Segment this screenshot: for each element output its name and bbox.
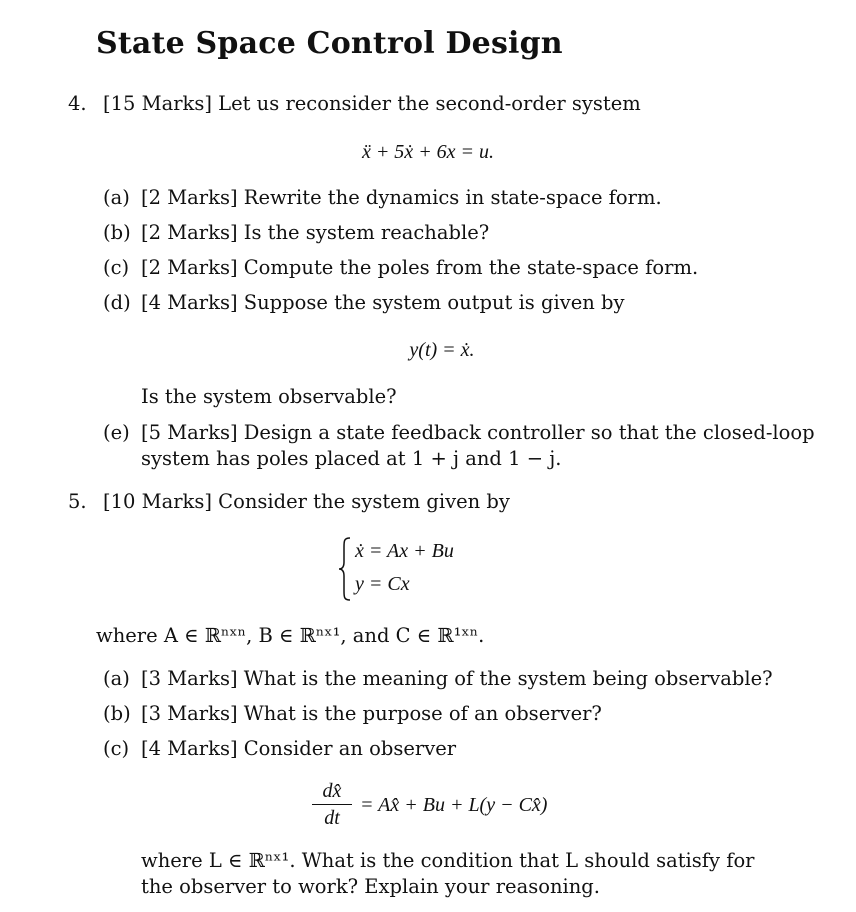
q4-part-a-label: (a)	[103, 186, 130, 209]
q4-part-e-line2: system has poles placed at 1 + j and 1 − j.	[141, 447, 562, 470]
q5-system-line1: ẋ = Ax + Bu	[355, 540, 454, 562]
question-4-equation: ẍ + 5ẋ + 6x = u.	[361, 141, 495, 163]
question-5-number: 5.	[68, 490, 87, 513]
q4-part-b-label: (b)	[103, 221, 131, 244]
q4-part-e-line1: [5 Marks] Design a state feedback controller so that the closed-loop	[141, 421, 815, 444]
observer-fraction	[312, 780, 352, 830]
question-4-intro: [15 Marks] Let us reconsider the second-order system	[103, 92, 641, 115]
q4-part-a-text: [2 Marks] Rewrite the dynamics in state-space form.	[141, 186, 662, 209]
q4-part-e-label: (e)	[103, 421, 130, 444]
q5-part-b-text: [3 Marks] What is the purpose of an observer?	[141, 702, 602, 725]
fraction-bar	[312, 804, 352, 805]
q5-part-c-text: [4 Marks] Consider an observer	[141, 737, 457, 760]
q4-part-d-label: (d)	[103, 291, 131, 314]
q5-system-line2: y = Cx	[355, 573, 410, 595]
q5-where-clause: where A ∈ ℝⁿˣⁿ, B ∈ ℝⁿˣ¹, and C ∈ ℝ¹ˣⁿ.	[96, 624, 485, 647]
question-4-number: 4.	[68, 92, 87, 115]
q4-part-d-text: [4 Marks] Suppose the system output is given by	[141, 291, 625, 314]
observer-equation-rhs: = Ax̂ + Bu + L(y − Cx̂)	[360, 794, 548, 816]
q5-part-b-label: (b)	[103, 702, 131, 725]
q5-part-c-label: (c)	[103, 737, 130, 760]
q5-part-a-text: [3 Marks] What is the meaning of the system being observable?	[141, 667, 773, 690]
q4-output-equation: y(t) = ẋ.	[409, 339, 475, 361]
observer-denominator: dt	[324, 807, 340, 829]
q4-part-c-label: (c)	[103, 256, 130, 279]
observer-numerator: dx̂	[322, 780, 342, 802]
q5-final-line1: where L ∈ ℝⁿˣ¹. What is the condition that L should satisfy for	[141, 849, 755, 872]
left-brace-icon	[338, 537, 352, 601]
q4-part-b-text: [2 Marks] Is the system reachable?	[141, 221, 490, 244]
q5-final-line2: the observer to work? Explain your reasoning.	[141, 875, 600, 898]
q4-part-c-text: [2 Marks] Compute the poles from the state-space form.	[141, 256, 699, 279]
page-title: State Space Control Design	[96, 26, 563, 61]
q4-observable-question: Is the system observable?	[141, 385, 397, 408]
question-5-intro: [10 Marks] Consider the system given by	[103, 490, 510, 513]
q5-part-a-label: (a)	[103, 667, 130, 690]
